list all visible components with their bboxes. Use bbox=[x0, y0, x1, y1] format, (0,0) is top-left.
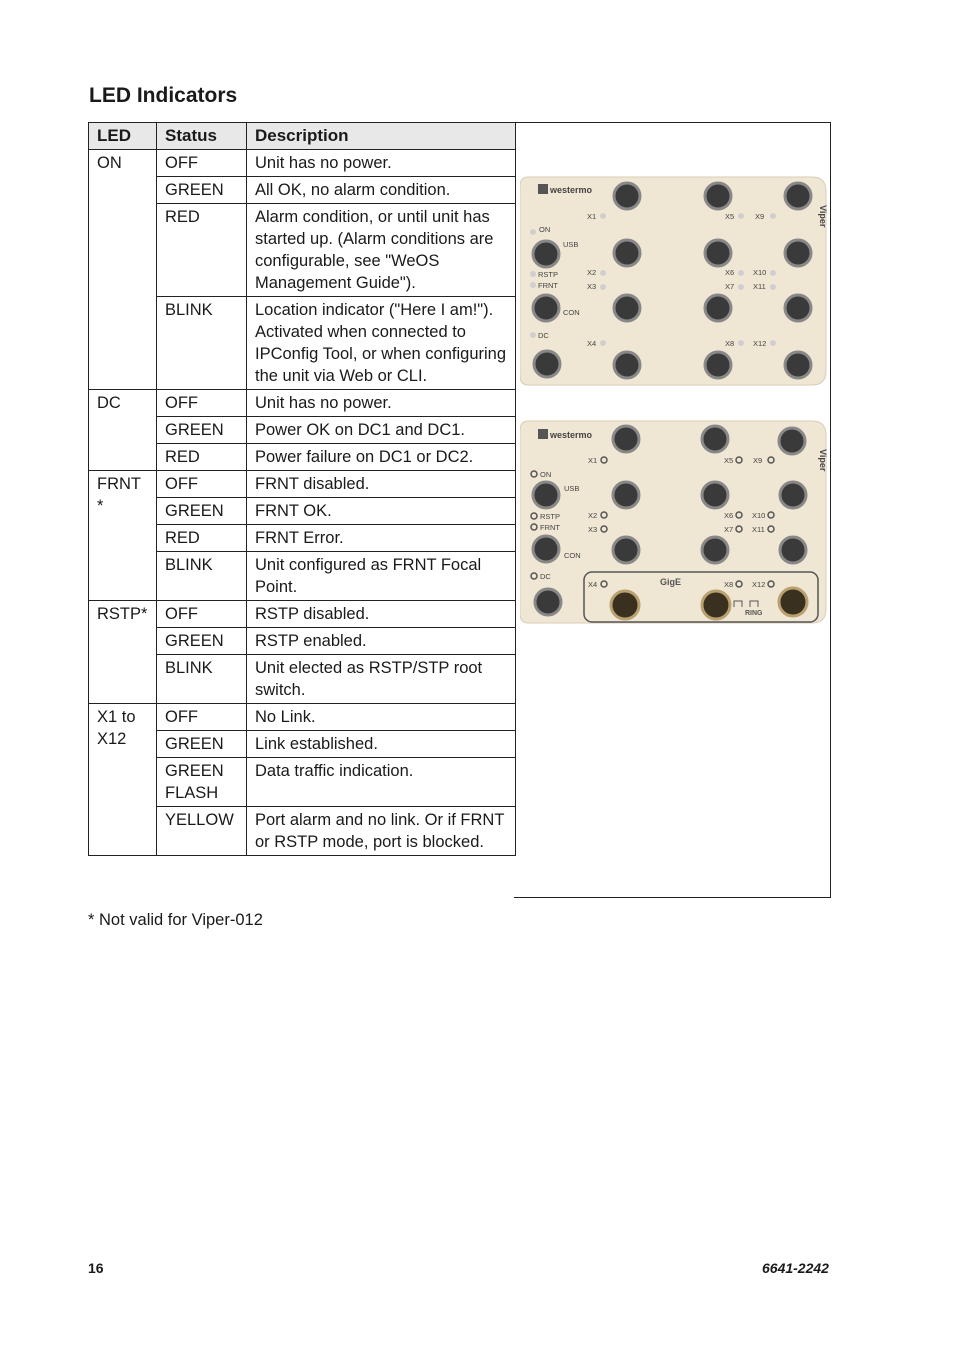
description-cell: FRNT OK. bbox=[247, 498, 516, 525]
connector-icon bbox=[533, 295, 559, 321]
x2-label: X2 bbox=[587, 268, 597, 277]
x10-label: X10 bbox=[753, 268, 767, 277]
model-label: Viper bbox=[818, 205, 828, 228]
x5-label: X5 bbox=[725, 212, 735, 221]
connector-icon bbox=[702, 482, 728, 508]
connector-icon bbox=[614, 240, 640, 266]
gige-label: GigE bbox=[660, 577, 682, 587]
x11-label: X11 bbox=[752, 525, 765, 534]
description-cell: FRNT disabled. bbox=[247, 471, 516, 498]
connector-icon bbox=[613, 482, 639, 508]
connector-icon bbox=[705, 183, 731, 209]
x3-label: X3 bbox=[587, 282, 597, 291]
led-cell: FRNT * bbox=[89, 471, 157, 601]
x5-label: X5 bbox=[724, 456, 734, 465]
x9-label: X9 bbox=[755, 212, 765, 221]
connector-icon bbox=[533, 482, 559, 508]
connector-icon bbox=[705, 240, 731, 266]
connector-icon bbox=[533, 536, 559, 562]
document-number: 6641-2242 bbox=[762, 1260, 829, 1276]
led-cell: RSTP* bbox=[89, 601, 157, 704]
column-header-led: LED bbox=[89, 123, 157, 150]
connector-icon bbox=[702, 537, 728, 563]
connector-icon bbox=[785, 240, 811, 266]
connector-icon bbox=[614, 295, 640, 321]
viper-device-front-view bbox=[520, 175, 828, 387]
status-cell: BLINK bbox=[157, 552, 247, 601]
status-cell: GREEN FLASH bbox=[157, 758, 247, 807]
connector-icon bbox=[780, 537, 806, 563]
status-cell: GREEN bbox=[157, 628, 247, 655]
x8-label: X8 bbox=[724, 580, 734, 589]
x1-label: X1 bbox=[588, 456, 598, 465]
description-cell: Location indicator ("Here I am!"). Activated when connected to IPConfig Tool, or when configuring the unit via Web or CLI. bbox=[247, 297, 516, 390]
con-label: CON bbox=[563, 308, 580, 317]
on-label: ON bbox=[540, 470, 552, 479]
x4-label: X4 bbox=[588, 580, 598, 589]
x9-label: X9 bbox=[753, 456, 763, 465]
status-cell: OFF bbox=[157, 704, 247, 731]
usb-label: USB bbox=[563, 240, 579, 249]
connector-icon bbox=[614, 183, 640, 209]
table-row bbox=[89, 601, 516, 628]
westermo-logo-icon bbox=[538, 184, 548, 194]
connector-icon bbox=[533, 241, 559, 267]
page-number: 16 bbox=[88, 1260, 104, 1276]
description-cell: Unit configured as FRNT Focal Point. bbox=[247, 552, 516, 601]
description-cell: RSTP enabled. bbox=[247, 628, 516, 655]
usb-label: USB bbox=[564, 484, 580, 493]
x7-label: X7 bbox=[724, 525, 734, 534]
status-cell: OFF bbox=[157, 390, 247, 417]
x1-label: X1 bbox=[587, 212, 597, 221]
on-label: ON bbox=[539, 225, 551, 234]
connector-icon bbox=[705, 352, 731, 378]
x2-label: X2 bbox=[588, 511, 598, 520]
status-cell: GREEN bbox=[157, 731, 247, 758]
x8-label: X8 bbox=[725, 339, 735, 348]
gige-connector-icon bbox=[611, 591, 639, 619]
x3-label: X3 bbox=[588, 525, 598, 534]
status-cell: RED bbox=[157, 204, 247, 297]
gige-connector-icon bbox=[779, 588, 807, 616]
x6-label: X6 bbox=[724, 511, 734, 520]
table-header-row bbox=[89, 123, 516, 150]
column-header-description: Description bbox=[247, 123, 516, 150]
ring-label: RING bbox=[745, 610, 763, 617]
connector-icon bbox=[705, 295, 731, 321]
column-header-status: Status bbox=[157, 123, 247, 150]
model-label: Viper bbox=[818, 449, 828, 472]
description-cell: No Link. bbox=[247, 704, 516, 731]
x12-label: X12 bbox=[752, 580, 766, 589]
table-row bbox=[89, 390, 516, 417]
description-cell: Link established. bbox=[247, 731, 516, 758]
led-cell: X1 to X12 bbox=[89, 704, 157, 856]
status-cell: GREEN bbox=[157, 417, 247, 444]
description-cell: Alarm condition, or until unit has started up. (Alarm conditions are configurable, see "WeOS Management Guide"). bbox=[247, 204, 516, 297]
status-cell: YELLOW bbox=[157, 807, 247, 856]
connector-icon bbox=[535, 589, 561, 615]
rstp-label: RSTP bbox=[540, 512, 561, 521]
connector-icon bbox=[785, 352, 811, 378]
connector-icon bbox=[779, 428, 805, 454]
gige-connector-icon bbox=[702, 591, 730, 619]
connector-icon bbox=[613, 426, 639, 452]
status-cell: OFF bbox=[157, 601, 247, 628]
connector-icon bbox=[614, 352, 640, 378]
table-row bbox=[89, 704, 516, 731]
dc-label: DC bbox=[538, 331, 549, 340]
description-cell: RSTP disabled. bbox=[247, 601, 516, 628]
page-title: LED Indicators bbox=[89, 84, 238, 107]
description-cell: Power failure on DC1 or DC2. bbox=[247, 444, 516, 471]
table-row bbox=[89, 150, 516, 177]
connector-icon bbox=[702, 426, 728, 452]
connector-icon bbox=[613, 537, 639, 563]
x10-label: X10 bbox=[752, 511, 766, 520]
status-cell: OFF bbox=[157, 150, 247, 177]
status-cell: OFF bbox=[157, 471, 247, 498]
frnt-label: FRNT bbox=[540, 523, 560, 532]
x4-label: X4 bbox=[587, 339, 597, 348]
led-cell: DC bbox=[89, 390, 157, 471]
connector-icon bbox=[534, 351, 560, 377]
viper-gige-device-front-view bbox=[520, 419, 828, 627]
dc-label: DC bbox=[540, 572, 551, 581]
brand-label: westermo bbox=[550, 430, 593, 440]
connector-icon bbox=[780, 482, 806, 508]
frnt-label: FRNT bbox=[538, 281, 558, 290]
x12-label: X12 bbox=[753, 339, 767, 348]
x7-label: X7 bbox=[725, 282, 735, 291]
westermo-logo-icon bbox=[538, 429, 548, 439]
status-cell: RED bbox=[157, 525, 247, 552]
description-cell: All OK, no alarm condition. bbox=[247, 177, 516, 204]
footnote: * Not valid for Viper-012 bbox=[88, 911, 263, 929]
table-row bbox=[89, 471, 516, 498]
description-cell: Unit elected as RSTP/STP root switch. bbox=[247, 655, 516, 704]
con-label: CON bbox=[564, 551, 581, 560]
connector-icon bbox=[785, 183, 811, 209]
x6-label: X6 bbox=[725, 268, 735, 277]
led-indicator-table bbox=[88, 122, 516, 856]
description-cell: Power OK on DC1 and DC1. bbox=[247, 417, 516, 444]
description-cell: Data traffic indication. bbox=[247, 758, 516, 807]
led-cell: ON bbox=[89, 150, 157, 390]
description-cell: Unit has no power. bbox=[247, 390, 516, 417]
status-cell: GREEN bbox=[157, 177, 247, 204]
connector-icon bbox=[785, 295, 811, 321]
description-cell: FRNT Error. bbox=[247, 525, 516, 552]
brand-label: westermo bbox=[550, 185, 593, 195]
status-cell: BLINK bbox=[157, 655, 247, 704]
description-cell: Port alarm and no link. Or if FRNT or RSTP mode, port is blocked. bbox=[247, 807, 516, 856]
description-cell: Unit has no power. bbox=[247, 150, 516, 177]
status-cell: BLINK bbox=[157, 297, 247, 390]
x11-label: X11 bbox=[753, 282, 766, 291]
status-cell: RED bbox=[157, 444, 247, 471]
rstp-label: RSTP bbox=[538, 270, 559, 279]
status-cell: GREEN bbox=[157, 498, 247, 525]
